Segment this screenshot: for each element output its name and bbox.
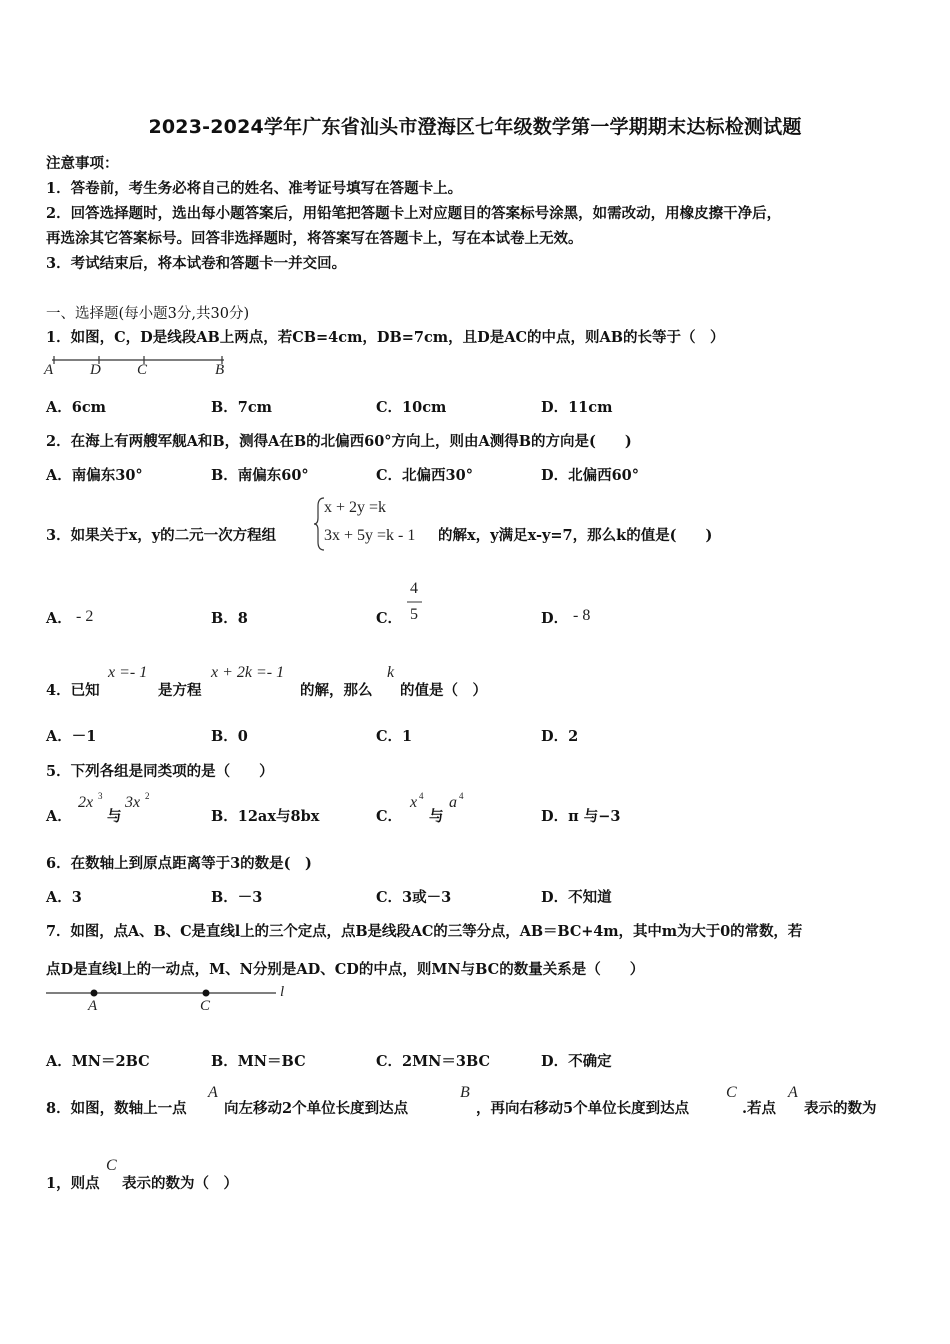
- q1-option-b: B．7cm: [211, 399, 273, 416]
- q7-label-a: A: [88, 998, 98, 1014]
- q1-option-c: C．10cm: [376, 399, 447, 416]
- q5-a-term-2-exponent: 2: [145, 791, 150, 801]
- point-a: [91, 990, 98, 997]
- q5-c-term-2-exponent: 4: [459, 791, 464, 801]
- q8-point-b: B: [460, 1084, 470, 1101]
- q5-a-with: 与: [107, 808, 122, 825]
- q7-option-a: A．MN＝2BC: [46, 1053, 150, 1070]
- notice-item: 2．回答选择题时，选出每小题答案后，用铅笔把答题卡上对应题目的答案标号涂黑，如需改动，用橡皮擦干净后，: [46, 205, 782, 222]
- q3-option-b: B．8: [211, 610, 248, 627]
- q3-option-a: A．: [46, 610, 72, 627]
- q4-expression-1: x =- 1: [108, 664, 148, 681]
- q7-option-b: B．MN＝BC: [211, 1053, 306, 1070]
- system-equation-1: x + 2y =k: [324, 499, 387, 516]
- q2-option-a: A．南偏东30°: [46, 467, 143, 484]
- q3-option-d-value: - 8: [573, 607, 591, 624]
- question-8-line-2-a: 1，则点: [46, 1175, 100, 1192]
- q5-a-term-2: 3x: [125, 794, 141, 811]
- question-6-stem: 6．在数轴上到原点距离等于3的数是( ): [46, 855, 312, 872]
- q4-expression-2: x + 2k =- 1: [211, 664, 285, 681]
- notice-item: 再选涂其它答案标号。回答非选择题时，将答案写在答题卡上，写在本试卷上无效。: [46, 230, 583, 247]
- q8-point-c-2: C: [106, 1157, 117, 1174]
- question-5-stem: 5．下列各组是同类项的是（ ）: [46, 763, 274, 780]
- q5-option-a: A．: [46, 808, 72, 825]
- point-c: [203, 990, 210, 997]
- q5-c-term-1-exponent: 4: [419, 791, 424, 801]
- page-title: 2023-2024学年广东省汕头市澄海区七年级数学第一学期期末达标检测试题: [148, 116, 802, 138]
- q6-option-a: A．3: [46, 889, 82, 906]
- question-4-tail: 的值是（ ）: [400, 682, 487, 699]
- q6-option-c: C．3或－3: [376, 889, 452, 906]
- q1-label-a: A: [44, 362, 54, 378]
- fraction-bar: [407, 601, 423, 604]
- q1-label-c: C: [137, 362, 148, 378]
- q4-variable-k: k: [387, 664, 395, 681]
- q5-c-with: 与: [429, 808, 444, 825]
- question-8-part-3: ，再向右移动5个单位长度到达点: [476, 1100, 690, 1117]
- q7-line-figure: [44, 985, 284, 1005]
- q5-option-c: C．: [376, 808, 403, 825]
- q5-option-d: D．π 与−3: [541, 808, 621, 825]
- q5-option-b: B．12ax与8bx: [211, 808, 320, 825]
- q6-option-d: D．不知道: [541, 889, 612, 906]
- question-3-stem-post: 的解x，y满足x-y=7，那么k的值是( ): [438, 527, 713, 544]
- q5-c-term-1: x: [410, 794, 418, 811]
- q5-a-term-1-exponent: 3: [98, 791, 103, 801]
- question-7-line-1: 7．如图，点A、B、C是直线l上的三个定点，点B是线段AC的三等分点，AB＝BC+4m，其中m为大于0的常数，若: [46, 923, 803, 940]
- notice-heading: 注意事项：: [46, 155, 119, 172]
- q2-option-c: C．北偏西30°: [376, 467, 473, 484]
- q7-label-c: C: [200, 998, 211, 1014]
- q3-option-c-numerator: 4: [410, 580, 418, 597]
- q3-option-c: C．: [376, 610, 403, 627]
- question-4-pre: 4．已知: [46, 682, 100, 699]
- q1-label-b: B: [215, 362, 225, 378]
- question-1-stem: 1．如图，C，D是线段AB上两点，若CB=4cm，DB=7cm，且D是AC的中点，则AB的长等于（ ）: [46, 329, 725, 346]
- q4-option-a: A．－1: [46, 728, 97, 745]
- q5-c-term-2: a: [449, 794, 457, 811]
- notice-item: 1．答卷前，考生务必将自己的姓名、准考证号填写在答题卡上。: [46, 180, 463, 197]
- question-8-part-5: 表示的数为: [804, 1100, 877, 1117]
- q4-option-c: C．1: [376, 728, 413, 745]
- q7-option-d: D．不确定: [541, 1053, 612, 1070]
- q1-option-a: A．6cm: [46, 399, 107, 416]
- section-heading: 一、选择题(每小题3分,共30分): [46, 306, 250, 322]
- question-4-post: 的解，那么: [300, 682, 373, 699]
- q2-option-b: B．南偏东60°: [211, 467, 309, 484]
- question-3-stem-pre: 3．如果关于x，y的二元一次方程组: [46, 527, 277, 544]
- system-equation-2: 3x + 5y =k - 1: [324, 527, 416, 544]
- question-8-line-2-b: 表示的数为（ ）: [122, 1175, 238, 1192]
- q1-option-d: D．11cm: [541, 399, 613, 416]
- question-4-mid: 是方程: [158, 682, 202, 699]
- q3-option-a-value: - 2: [76, 608, 94, 625]
- question-8-part-4: .若点: [742, 1100, 777, 1117]
- q4-option-b: B．0: [211, 728, 248, 745]
- q8-point-a-2: A: [788, 1084, 798, 1101]
- q1-label-d: D: [90, 362, 101, 378]
- q8-point-a: A: [208, 1084, 218, 1101]
- q3-option-d: D．: [541, 610, 569, 627]
- q2-option-d: D．北偏西60°: [541, 467, 640, 484]
- q6-option-b: B．－3: [211, 889, 263, 906]
- q7-label-l: l: [280, 984, 285, 1000]
- question-7-line-2: 点D是直线l上的一动点，M、N分别是AD、CD的中点，则MN与BC的数量关系是（ ）: [46, 961, 645, 978]
- q5-a-term-1: 2x: [78, 794, 94, 811]
- notice-item: 3．考试结束后，将本试卷和答题卡一并交回。: [46, 255, 347, 272]
- q3-option-c-denominator: 5: [410, 606, 418, 623]
- q4-option-d: D．2: [541, 728, 579, 745]
- question-8-part-1: 8．如图，数轴上一点: [46, 1100, 187, 1117]
- q7-option-c: C．2MN＝3BC: [376, 1053, 491, 1070]
- q8-point-c: C: [726, 1084, 737, 1101]
- question-8-part-2: 向左移动2个单位长度到达点: [224, 1100, 409, 1117]
- question-2-stem: 2．在海上有两艘军舰A和B，测得A在B的北偏西60°方向上，则由A测得B的方向是( ): [46, 433, 632, 450]
